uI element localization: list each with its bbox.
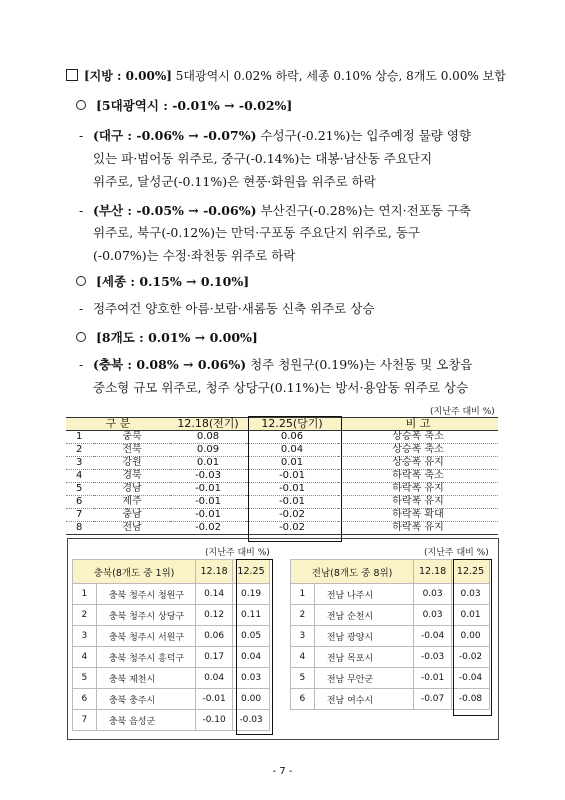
metro-heading bbox=[76, 99, 292, 113]
circle-bullet-icon bbox=[76, 332, 86, 342]
chungbuk-prev-value: -0.10 bbox=[196, 710, 233, 731]
chungbuk-region-name: 충북 청주시 흥덕구 bbox=[96, 647, 195, 668]
table1-prev-value: -0.01 bbox=[170, 483, 246, 496]
provinces-title: [8개도 : 0.01% → 0.00%] bbox=[96, 330, 258, 345]
jeonnam-prev-value: -0.01 bbox=[414, 668, 452, 689]
jeonnam-row-number: 3 bbox=[291, 626, 315, 647]
chungbuk-row-number: 1 bbox=[73, 584, 97, 605]
jeonnam-row-number: 1 bbox=[291, 584, 315, 605]
chungbuk-curr-value: -0.03 bbox=[233, 710, 270, 731]
section-header-text: 5대광역시 0.02% 하락, 세종 0.10% 상승, 8개도 0.00% 보합 bbox=[171, 69, 506, 83]
table1-province-name: 제주 bbox=[94, 496, 170, 509]
jeonnam-prev-value: 0.03 bbox=[414, 584, 452, 605]
sejong-heading bbox=[76, 275, 249, 289]
chungbuk-title: 충북(8개도 중 1위) bbox=[73, 560, 196, 584]
busan-line-3: (-0.07%)는 수정·좌천동 위주로 하락 bbox=[93, 248, 296, 263]
metro-title: [5대광역시 : -0.01% → -0.02%] bbox=[96, 98, 293, 113]
chungbuk-prev-value: -0.01 bbox=[196, 689, 233, 710]
jeonnam-row-number: 2 bbox=[291, 605, 315, 626]
circle-bullet-icon bbox=[76, 276, 86, 286]
provinces-line-1 bbox=[79, 358, 472, 372]
provinces-text-1: 청주 청원구(0.19%)는 사천동 및 오창읍 bbox=[246, 357, 473, 372]
table1-province-name: 경남 bbox=[94, 483, 170, 496]
table1-curr-value: 0.06 bbox=[246, 431, 338, 444]
jeonnam-title: 전남(8개도 중 8위) bbox=[291, 560, 414, 584]
chungbuk-row-number: 2 bbox=[73, 605, 97, 626]
province-summary-table bbox=[66, 417, 498, 535]
table1-row-number: 1 bbox=[66, 431, 94, 444]
chungbuk-curr-value: 0.11 bbox=[233, 605, 270, 626]
jeonnam-curr-value: -0.08 bbox=[452, 689, 490, 710]
chungbuk-table bbox=[72, 559, 270, 731]
table1-curr-value: -0.01 bbox=[246, 470, 338, 483]
daegu-line-3: 위주로, 달성군(-0.11%)은 현풍·화원읍 위주로 하락 bbox=[93, 174, 376, 189]
table1-header-category: 구 분 bbox=[66, 418, 170, 431]
sejong-text: 정주여건 양호한 아름·보람·새롬동 신축 위주로 상승 bbox=[93, 301, 375, 316]
jeonnam-row bbox=[291, 689, 490, 710]
left-table-unit: (지난주 대비 %) bbox=[205, 548, 270, 558]
jeonnam-region-name: 전남 목포시 bbox=[314, 647, 413, 668]
table1-prev-value: 0.01 bbox=[170, 457, 246, 470]
table1-province-name: 전북 bbox=[94, 444, 170, 457]
table1-row bbox=[66, 496, 498, 509]
table1-prev-value: -0.01 bbox=[170, 496, 246, 509]
jeonnam-row-number: 6 bbox=[291, 689, 315, 710]
jeonnam-region-name: 전남 광양시 bbox=[314, 626, 413, 647]
table1-header-note: 비 고 bbox=[338, 418, 498, 431]
jeonnam-row bbox=[291, 626, 490, 647]
table1-note: 하락폭 유지 bbox=[338, 483, 498, 496]
table1-note: 상승폭 유지 bbox=[338, 457, 498, 470]
jeonnam-prev-value: 0.03 bbox=[414, 605, 452, 626]
table1-row bbox=[66, 509, 498, 522]
sejong-title: [세종 : 0.15% → 0.10%] bbox=[96, 274, 250, 289]
section-header bbox=[66, 69, 506, 83]
table1-curr-value: -0.02 bbox=[246, 509, 338, 522]
jeonnam-region-name: 전남 여수시 bbox=[314, 689, 413, 710]
chungbuk-row bbox=[73, 689, 270, 710]
table1-header-row bbox=[66, 418, 498, 431]
busan-line-1 bbox=[79, 204, 471, 218]
jeonnam-header-curr: 12.25 bbox=[452, 560, 490, 584]
table1-unit: (지난주 대비 %) bbox=[430, 407, 495, 417]
busan-text-1: 부산진구(-0.28%)는 연지·전포동 구축 bbox=[256, 203, 471, 218]
chungbuk-region-name: 충북 충주시 bbox=[96, 689, 195, 710]
chungbuk-row-number: 7 bbox=[73, 710, 97, 731]
jeonnam-row bbox=[291, 647, 490, 668]
chungbuk-header-row bbox=[73, 560, 270, 584]
daegu-text-1: 수성구(-0.21%)는 입주예정 물량 영향 bbox=[256, 128, 471, 143]
jeonnam-curr-value: -0.02 bbox=[452, 647, 490, 668]
provinces-line-2: 중소형 규모 위주로, 청주 상당구(0.11%)는 방서·용암동 위주로 상승 bbox=[93, 380, 469, 395]
table1-curr-value: -0.02 bbox=[246, 522, 338, 535]
jeonnam-row bbox=[291, 605, 490, 626]
chungbuk-curr-value: 0.00 bbox=[233, 689, 270, 710]
chungbuk-region-name: 충북 음성군 bbox=[96, 710, 195, 731]
jeonnam-row-number: 5 bbox=[291, 668, 315, 689]
chungbuk-row bbox=[73, 668, 270, 689]
daegu-line-2: 있는 파·범어동 위주로, 중구(-0.14%)는 대봉·남산동 주요단지 bbox=[93, 151, 433, 166]
sejong-line-1 bbox=[79, 302, 374, 316]
chungbuk-region-name: 충북 청주시 서원구 bbox=[96, 626, 195, 647]
dash-marker: - bbox=[79, 203, 84, 218]
section-header-bold: [지방 : 0.00%] bbox=[84, 69, 172, 83]
chungbuk-row bbox=[73, 710, 270, 731]
dash-marker: - bbox=[79, 357, 84, 372]
table1-row-number: 5 bbox=[66, 483, 94, 496]
daegu-line-1 bbox=[79, 129, 471, 143]
chungbuk-region-name: 충북 청주시 상당구 bbox=[96, 605, 195, 626]
chungbuk-region-name: 충북 제천시 bbox=[96, 668, 195, 689]
chungbuk-curr-value: 0.05 bbox=[233, 626, 270, 647]
table1-curr-value: 0.01 bbox=[246, 457, 338, 470]
jeonnam-header-row bbox=[291, 560, 490, 584]
table1-note: 상승폭 축소 bbox=[338, 444, 498, 457]
table1-row bbox=[66, 470, 498, 483]
chungbuk-header-prev: 12.18 bbox=[196, 560, 233, 584]
table1-prev-value: 0.08 bbox=[170, 431, 246, 444]
jeonnam-row bbox=[291, 668, 490, 689]
table1-province-name: 충남 bbox=[94, 509, 170, 522]
jeonnam-region-name: 전남 나주시 bbox=[314, 584, 413, 605]
chungbuk-row bbox=[73, 605, 270, 626]
table1-row bbox=[66, 522, 498, 535]
table1-row bbox=[66, 431, 498, 444]
table1-note: 하락폭 유지 bbox=[338, 522, 498, 535]
provinces-heading bbox=[76, 331, 258, 345]
right-table-unit: (지난주 대비 %) bbox=[424, 548, 489, 558]
table1-curr-value: -0.01 bbox=[246, 496, 338, 509]
jeonnam-curr-value: -0.04 bbox=[452, 668, 490, 689]
table1-prev-value: -0.02 bbox=[170, 522, 246, 535]
table1-province-name: 경북 bbox=[94, 470, 170, 483]
chungbuk-row bbox=[73, 584, 270, 605]
table1-curr-value: 0.04 bbox=[246, 444, 338, 457]
chungbuk-curr-value: 0.19 bbox=[233, 584, 270, 605]
jeonnam-table bbox=[290, 559, 490, 710]
table1-curr-value: -0.01 bbox=[246, 483, 338, 496]
busan-line-2: 위주로, 북구(-0.12%)는 만덕·구포동 주요단지 위주로, 동구 bbox=[93, 225, 420, 240]
table1-row-number: 2 bbox=[66, 444, 94, 457]
table1-row-number: 7 bbox=[66, 509, 94, 522]
table1-row-number: 6 bbox=[66, 496, 94, 509]
table1-row-number: 8 bbox=[66, 522, 94, 535]
dash-marker: - bbox=[79, 128, 84, 143]
jeonnam-prev-value: -0.07 bbox=[414, 689, 452, 710]
table1-note: 하락폭 축소 bbox=[338, 470, 498, 483]
jeonnam-curr-value: 0.01 bbox=[452, 605, 490, 626]
dash-marker: - bbox=[79, 301, 84, 316]
chungbuk-row-number: 3 bbox=[73, 626, 97, 647]
chungbuk-header-curr: 12.25 bbox=[233, 560, 270, 584]
table1-row-number: 4 bbox=[66, 470, 94, 483]
jeonnam-curr-value: 0.03 bbox=[452, 584, 490, 605]
table1-prev-value: -0.01 bbox=[170, 509, 246, 522]
daegu-lead: (대구 : -0.06% → -0.07%) bbox=[93, 128, 257, 143]
table1-province-name: 충북 bbox=[94, 431, 170, 444]
provinces-lead: (충북 : 0.08% → 0.06%) bbox=[93, 357, 247, 372]
table1-note: 상승폭 축소 bbox=[338, 431, 498, 444]
jeonnam-region-name: 전남 순천시 bbox=[314, 605, 413, 626]
table1-note: 하락폭 유지 bbox=[338, 496, 498, 509]
table1-province-name: 전남 bbox=[94, 522, 170, 535]
table1-note: 하락폭 확대 bbox=[338, 509, 498, 522]
jeonnam-prev-value: -0.04 bbox=[414, 626, 452, 647]
chungbuk-row bbox=[73, 626, 270, 647]
jeonnam-row bbox=[291, 584, 490, 605]
chungbuk-prev-value: 0.17 bbox=[196, 647, 233, 668]
table1-row bbox=[66, 444, 498, 457]
table1-province-name: 강원 bbox=[94, 457, 170, 470]
table1-row bbox=[66, 457, 498, 470]
chungbuk-row-number: 5 bbox=[73, 668, 97, 689]
table1-prev-value: 0.09 bbox=[170, 444, 246, 457]
jeonnam-row-number: 4 bbox=[291, 647, 315, 668]
chungbuk-row bbox=[73, 647, 270, 668]
chungbuk-prev-value: 0.06 bbox=[196, 626, 233, 647]
chungbuk-row-number: 4 bbox=[73, 647, 97, 668]
chungbuk-prev-value: 0.04 bbox=[196, 668, 233, 689]
table1-prev-value: -0.03 bbox=[170, 470, 246, 483]
table1-row bbox=[66, 483, 498, 496]
chungbuk-row-number: 6 bbox=[73, 689, 97, 710]
jeonnam-curr-value: 0.00 bbox=[452, 626, 490, 647]
jeonnam-header-prev: 12.18 bbox=[414, 560, 452, 584]
chungbuk-curr-value: 0.04 bbox=[233, 647, 270, 668]
checkbox-square-icon bbox=[66, 69, 78, 81]
chungbuk-region-name: 충북 청주시 청원구 bbox=[96, 584, 195, 605]
chungbuk-prev-value: 0.14 bbox=[196, 584, 233, 605]
table1-header-curr: 12.25(당기) bbox=[246, 418, 338, 431]
jeonnam-region-name: 전남 무안군 bbox=[314, 668, 413, 689]
chungbuk-prev-value: 0.12 bbox=[196, 605, 233, 626]
circle-bullet-icon bbox=[76, 100, 86, 110]
page-number: - 7 - bbox=[272, 766, 293, 777]
busan-lead: (부산 : -0.05% → -0.06%) bbox=[93, 203, 257, 218]
table1-header-prev: 12.18(전기) bbox=[170, 418, 246, 431]
table1-row-number: 3 bbox=[66, 457, 94, 470]
jeonnam-prev-value: -0.03 bbox=[414, 647, 452, 668]
chungbuk-curr-value: 0.03 bbox=[233, 668, 270, 689]
